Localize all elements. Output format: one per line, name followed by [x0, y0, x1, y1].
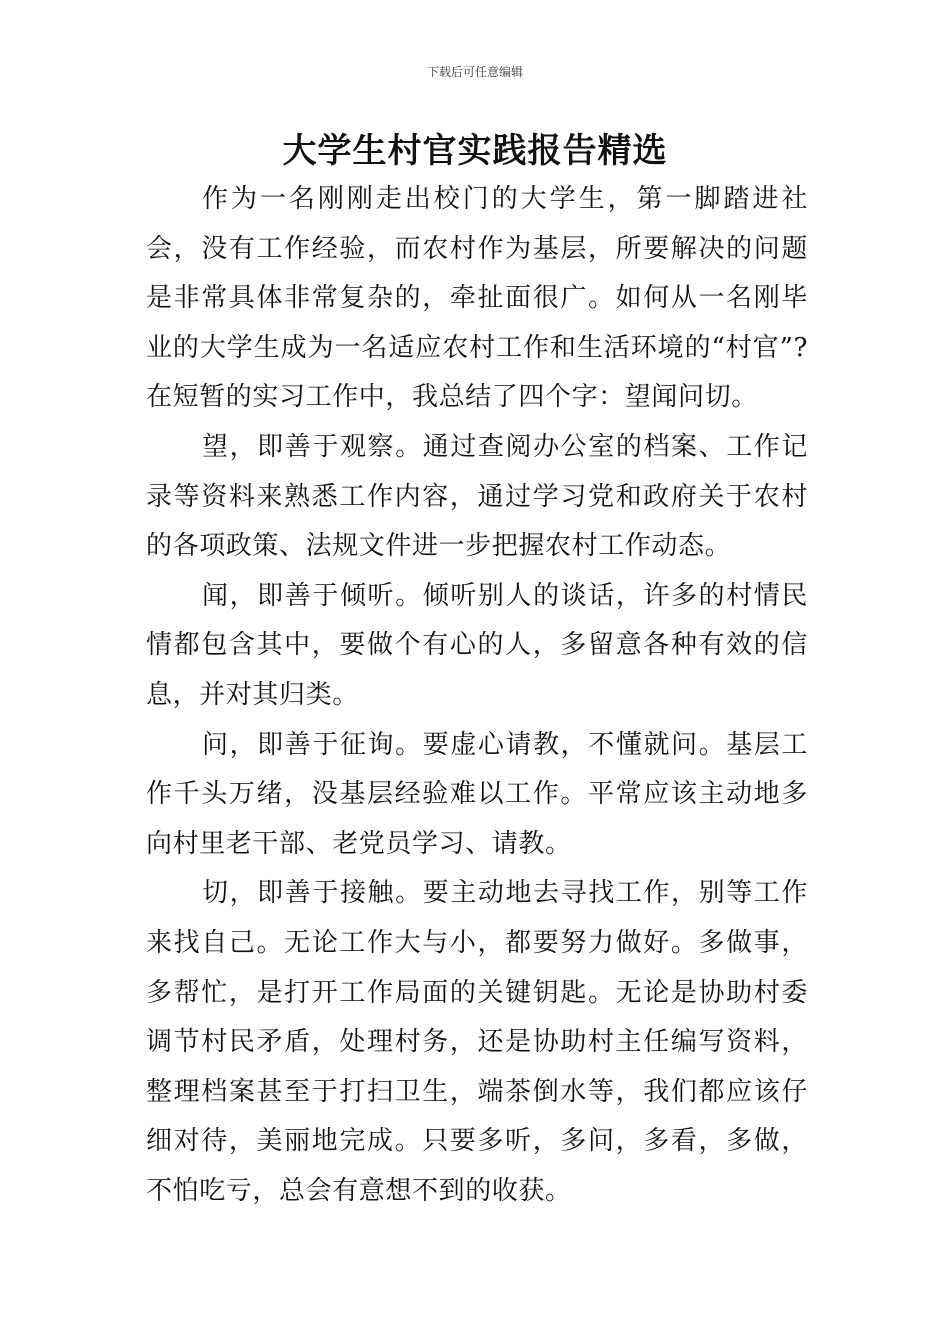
paragraph-qie: 切，即善于接触。要主动地去寻找工作，别等工作来找自己。无论工作大与小，都要努力做好。多做事，多帮忙，是打开工作局面的关键钥匙。无论是协助村委调节村民矛盾，处理村务，还是协助村主任编写资料，整理档案甚至于打扫卫生，端茶倒水等，我们都应该仔细对待，美丽地完成。只要多听，多问，多看，多做，不怕吃亏，总会有意想不到的收获。	[146, 878, 808, 1206]
paragraph-intro: 作为一名刚刚走出校门的大学生，第一脚踏进社会，没有工作经验，而农村作为基层，所要解决的问题是非常具体非常复杂的，牵扯面很广。如何从一名刚毕业的大学生成为一名适应农村工作和生活环境的“村官”?在短暂的实习工作中，我总结了四个字：望闻问切。	[146, 184, 808, 413]
paragraph-wen-ask: 问，即善于征询。要虚心请教，不懂就问。基层工作千头万绪，没基层经验难以工作。平常应该主动地多向村里老干部、老党员学习、请教。	[146, 729, 808, 859]
paragraph-wang: 望，即善于观察。通过查阅办公室的档案、工作记录等资料来熟悉工作内容，通过学习党和政府关于农村的各项政策、法规文件进一步把握农村工作动态。	[146, 431, 808, 562]
document-title: 大学生村官实践报告精选	[282, 131, 668, 171]
document-body	[146, 175, 808, 1216]
header-note: 下载后可任意编辑	[426, 65, 523, 79]
paragraph-wen: 闻，即善于倾听。倾听别人的谈话，许多的村情民情都包含其中，要做个有心的人，多留意各种有效的信息，并对其归类。	[146, 580, 808, 710]
